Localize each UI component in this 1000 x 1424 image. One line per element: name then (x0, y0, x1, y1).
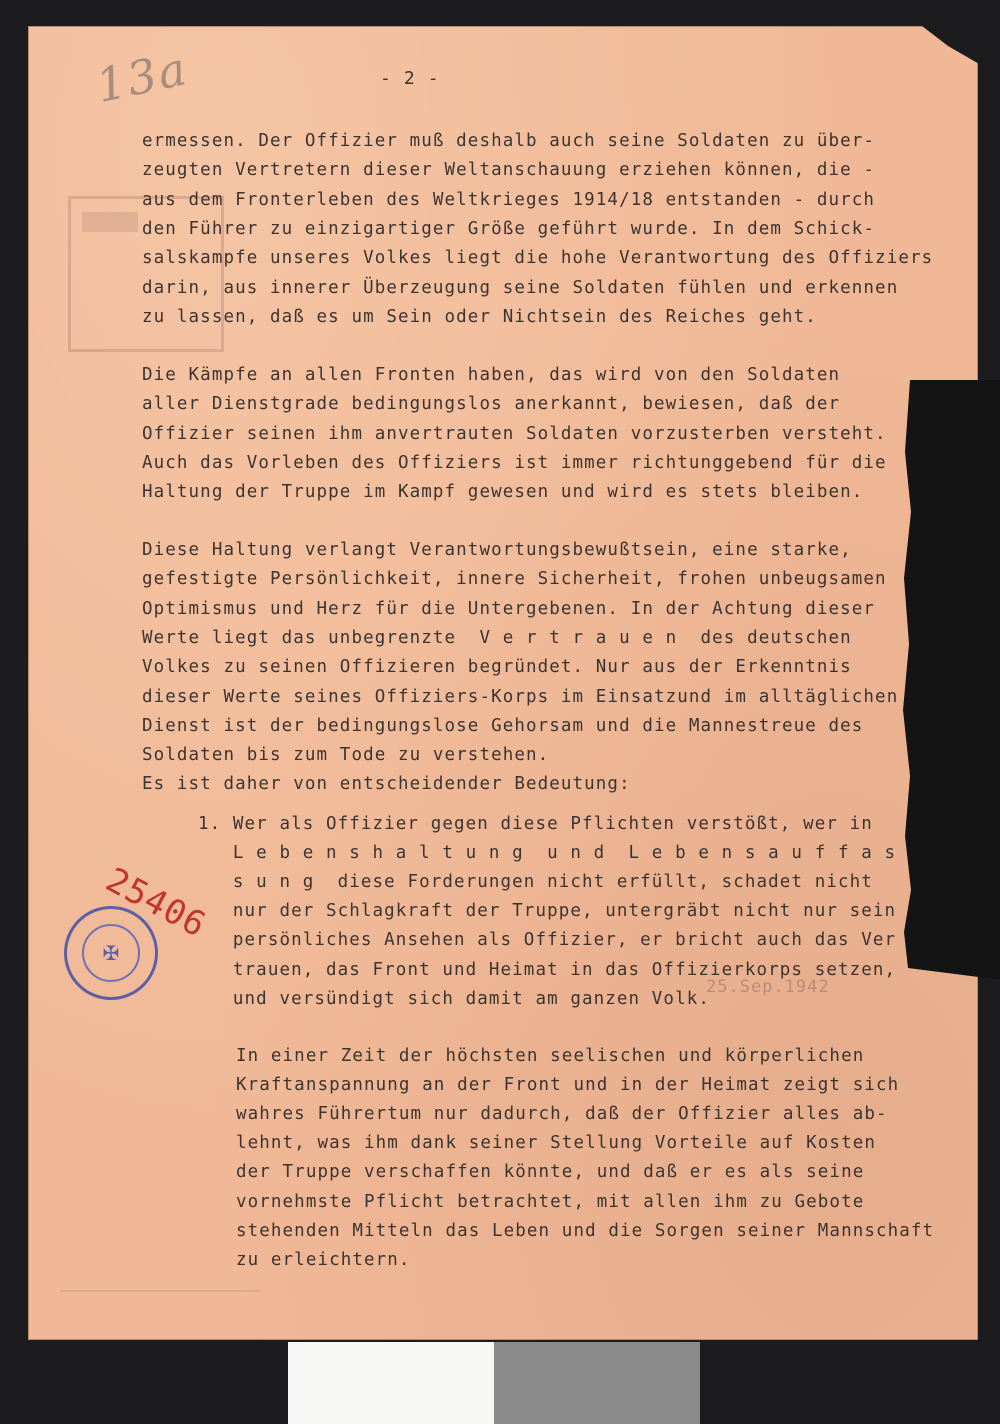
text-line: Haltung der Truppe im Kampf gewesen und wird es stets bleiben. (142, 482, 864, 503)
text-line: nur der Schlagkraft der Truppe, untergräbt nicht nur sein (198, 901, 897, 922)
text-line: vornehmste Pflicht betrachtet, mit allen ihm zu Gebote (236, 1191, 865, 1212)
text-line: den Führer zu einzigartiger Größe geführt wurde. In dem Schick- (142, 218, 876, 239)
eagle-icon: ✠ (82, 924, 140, 982)
text-line: Es ist daher von entscheidender Bedeutung: (142, 774, 631, 795)
text-line: und versündigt sich damit am ganzen Volk. (198, 988, 710, 1009)
text-line: dieser Werte seines Offiziers-Korps im Einsatzund im alltäglichen (142, 686, 899, 707)
text-line: aus dem Fronterleben des Weltkrieges 1914/18 entstanden - durch (142, 189, 876, 210)
text-line: Soldaten bis zum Tode zu verstehen. (142, 745, 550, 766)
text-line: Kraftanspannung an der Front und in der Heimat zeigt sich (236, 1075, 900, 1096)
text-line: ermessen. Der Offizier muß deshalb auch seine Soldaten zu über- (142, 131, 876, 151)
text-line: Auch das Vorleben des Offiziers ist immer richtunggebend für die (142, 452, 887, 473)
text-line: Dienst ist der bedingungslose Gehorsam und die Mannestreue des (142, 715, 864, 736)
text-line: Werte liegt das unbegrenzte V e r t r a u e n des deutschen (142, 627, 852, 648)
registry-number: 25406 (99, 860, 213, 946)
text-line: der Truppe verschaffen könnte, und daß er es als seine (236, 1162, 865, 1183)
text-line: Volkes zu seinen Offizieren begründet. Nur aus der Erkenntnis (142, 657, 852, 678)
text-line: In einer Zeit der höchsten seelischen und körperlichen (236, 1046, 865, 1066)
text-line: zu erleichtern. (236, 1249, 411, 1270)
text-line: Optimismus und Herz für die Untergebenen. In der Achtung dieser (142, 598, 876, 619)
text-line: s u n g diese Forderungen nicht erfüllt, schadet nicht (198, 872, 873, 893)
text-line: stehenden Mitteln das Leben und die Sorgen seiner Mannschaft (236, 1220, 935, 1241)
text-line: trauen, das Front und Heimat in das Offizierkorps setzen, (198, 959, 897, 980)
text-line: salskampfe unseres Volkes liegt die hohe Verantwortung des Offiziers (142, 248, 934, 269)
page-number: - 2 - (380, 68, 440, 89)
text-line: 1. Wer als Offizier gegen diese Pflichten verstößt, wer in (198, 814, 873, 834)
text-line: Die Kämpfe an allen Fronten haben, das wird von den Soldaten (142, 365, 841, 385)
text-line: Offizier seinen ihm anvertrauten Soldaten vorzusterben versteht. (142, 423, 887, 444)
text-line: wahres Führertum nur dadurch, daß der Offizier alles ab- (236, 1104, 888, 1125)
stamp-date: 25.Sep.1942 (706, 977, 830, 997)
text-line: darin, aus innerer Überzeugung seine Soldaten fühlen und erkennen (142, 277, 899, 298)
text-line: L e b e n s h a l t u n g u n d L e b e n s a u f f a s (198, 843, 897, 864)
handwritten-note: 13a (91, 41, 193, 113)
text-line: zu lassen, daß es um Sein oder Nichtsein des Reiches geht. (142, 306, 817, 327)
text-line: zeugten Vertretern dieser Weltanschauung erziehen können, die - (142, 160, 876, 181)
text-line: Diese Haltung verlangt Verantwortungsbewußtsein, eine starke, (142, 540, 852, 560)
text-line: persönliches Ansehen als Offizier, er bricht auch das Ver (198, 930, 897, 951)
archive-label-gray (494, 1342, 700, 1424)
text-line: aller Dienstgrade bedingungslos anerkannt, bewiesen, daß der (142, 394, 841, 415)
archive-label-white (288, 1342, 494, 1424)
faded-mark-bottom (60, 1290, 260, 1316)
faded-stamp-mark (82, 212, 138, 232)
text-line: lehnt, was ihm dank seiner Stellung Vorteile auf Kosten (236, 1133, 876, 1154)
damaged-edge (902, 380, 1000, 980)
text-line: gefestigte Persönlichkeit, innere Sicherheit, frohen unbeugsamen (142, 569, 887, 590)
archive-seal (64, 906, 158, 1000)
